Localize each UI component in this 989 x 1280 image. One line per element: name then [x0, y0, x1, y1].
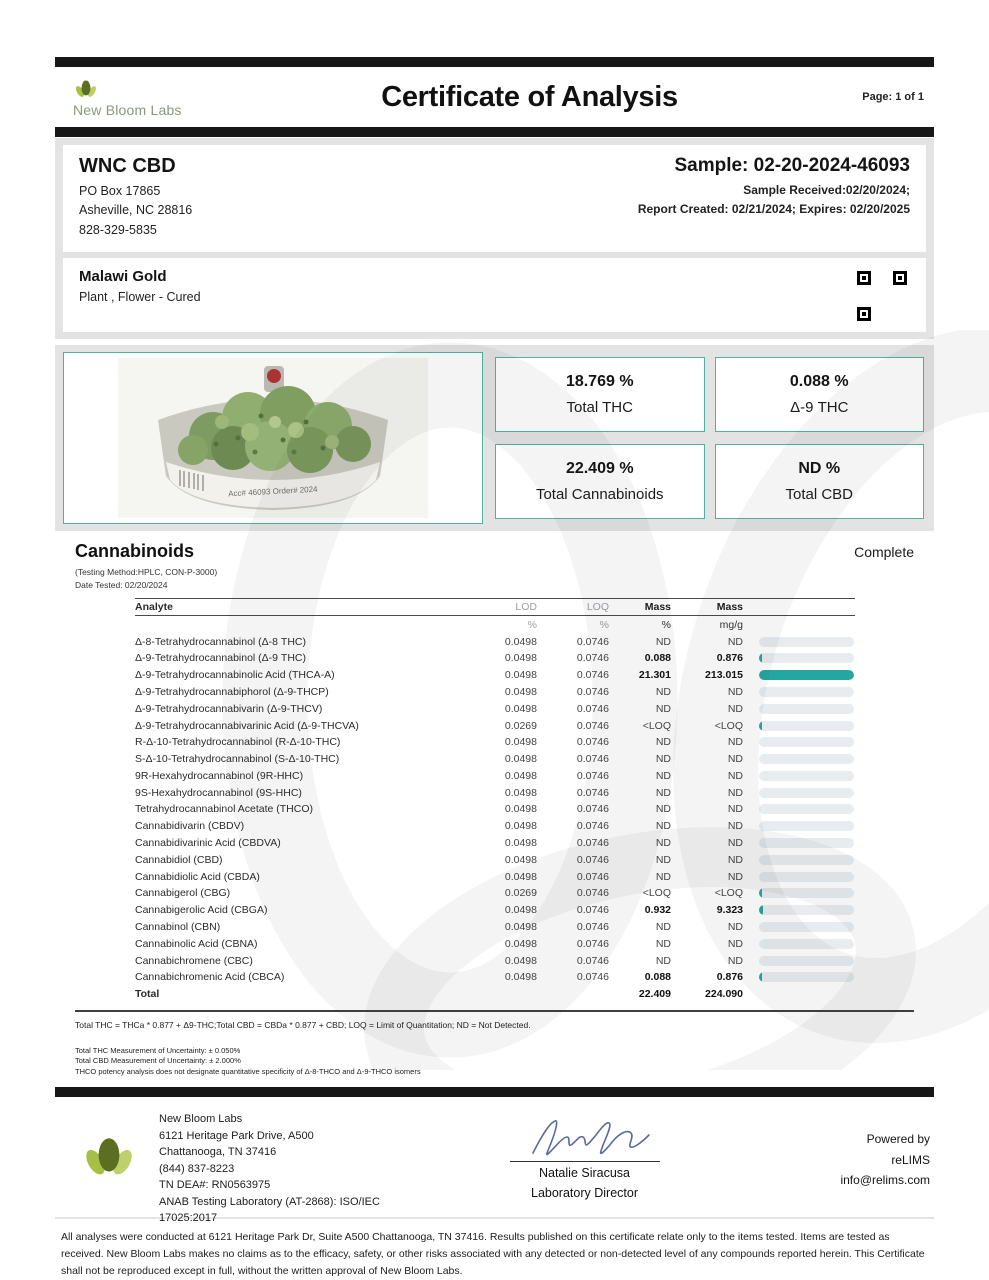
analyte-row [135, 851, 855, 868]
analyte-mass-mgg: ND [727, 853, 743, 866]
analyte-row [135, 969, 855, 986]
analyte-row [135, 885, 855, 902]
total-cannabinoids-box [495, 444, 705, 519]
section-status: Complete [854, 544, 914, 561]
analyte-loq: 0.0746 [576, 971, 609, 984]
brand-name: New Bloom Labs [73, 101, 182, 118]
analyte-bar-cell [743, 771, 855, 781]
analyte-mass-mgg: <LOQ [714, 887, 743, 900]
customer-address1: PO Box 17865 [79, 184, 161, 198]
analyte-loq: 0.0746 [576, 887, 609, 900]
page-title: Certificate of Analysis [381, 80, 678, 113]
disclaimer-text: All analyses were conducted at 6121 Heritage Park Dr, Suite A500 Chattanooga, TN 37416. Results published on this certificate relate only to the items tested. Items are tested as received. New Bloom Labs makes no claims as to the efficacy, safety, or other risks associated with any detected or non-detected level of any compounds reported herein. This Certificate shall not be reproduced except in full, without the written approval of New Bloom Labs. [61, 1231, 925, 1277]
analyte-name: S-Δ-10-Tetrahydrocannabinol (S-Δ-10-THC) [135, 753, 340, 766]
analyte-bar-track [759, 956, 854, 966]
analyte-mass-pct: ND [655, 820, 671, 833]
analyte-bar-cell [743, 637, 855, 647]
analyte-name: Cannabigerol (CBG) [135, 887, 231, 900]
analyte-mass-pct: ND [655, 769, 671, 782]
analyte-bar-cell [743, 972, 855, 982]
analyte-row [135, 868, 855, 885]
analyte-loq: 0.0746 [576, 803, 609, 816]
analyte-loq: 0.0746 [576, 837, 609, 850]
analyte-name: R-Δ-10-Tetrahydrocannabinol (R-Δ-10-THC) [135, 736, 341, 749]
analyte-bar-track [759, 855, 854, 865]
signer-title: Laboratory Director [531, 1186, 638, 1201]
analyte-lod: 0.0498 [504, 820, 537, 833]
analyte-lod: 0.0498 [504, 870, 537, 883]
unit-mass-pct: % [661, 618, 671, 631]
analyte-row [135, 935, 855, 952]
results-panel [55, 345, 934, 531]
d9-thc-value: 0.088 % [789, 373, 849, 391]
analyte-bar-cell [743, 888, 855, 898]
lab-phone: (844) 837-8223 [159, 1162, 235, 1175]
analyte-bar-track [759, 804, 854, 814]
analyte-bar-track [759, 754, 854, 764]
analyte-mass-mgg: ND [727, 937, 743, 950]
signature-block [409, 1111, 760, 1200]
analyte-name: Cannabichromenic Acid (CBCA) [135, 971, 285, 984]
analyte-bar-cell [743, 922, 855, 932]
analyte-mass-pct: ND [655, 635, 671, 648]
analyte-lod: 0.0498 [504, 954, 537, 967]
analyte-name: Cannabinol (CBN) [135, 921, 221, 934]
analyte-loq: 0.0746 [576, 635, 609, 648]
info-panel [55, 138, 934, 339]
analyte-lod: 0.0498 [504, 921, 537, 934]
analyte-bar-track [759, 838, 854, 848]
analyte-row [135, 902, 855, 919]
analyte-bar-fill [759, 721, 762, 731]
analyte-mass-pct: <LOQ [642, 719, 671, 732]
analyte-loq: 0.0746 [576, 786, 609, 799]
total-cannabinoids-label: Total Cannabinoids [535, 486, 664, 504]
analyte-row [135, 751, 855, 768]
d9-thc-box [715, 357, 925, 432]
signature-line [510, 1161, 660, 1162]
analyte-name: Δ-9-Tetrahydrocannabinol (Δ-9 THC) [135, 652, 307, 665]
analyte-mass-pct: 0.932 [644, 904, 671, 917]
analyte-row [135, 919, 855, 936]
analyte-bar-fill [759, 670, 854, 680]
bloom-logo-footer-icon [82, 1133, 136, 1181]
analyte-loq: 0.0746 [576, 937, 609, 950]
analyte-lod: 0.0498 [504, 937, 537, 950]
total-mass-mgg: 224.090 [705, 988, 743, 1001]
sample-id: Sample: 02-20-2024-46093 [674, 155, 910, 176]
analyte-name: 9R-Hexahydrocannabinol (9R-HHC) [135, 769, 304, 782]
col-lod: LOD [515, 601, 537, 614]
analyte-mass-pct: ND [655, 853, 671, 866]
analyte-bar-cell [743, 754, 855, 764]
analyte-bar-track [759, 721, 854, 731]
analyte-mass-mgg: ND [727, 837, 743, 850]
analyte-mass-pct: ND [655, 685, 671, 698]
footnote-thc-uncertainty: Total THC Measurement of Uncertainty: ± 0.050% [75, 1045, 241, 1055]
analyte-name: Cannabidivarinic Acid (CBDVA) [135, 837, 281, 850]
footer-rule [55, 1087, 934, 1097]
analyte-loq: 0.0746 [576, 853, 609, 866]
analyte-loq: 0.0746 [576, 870, 609, 883]
analyte-mass-mgg: ND [727, 702, 743, 715]
analyte-loq: 0.0746 [576, 652, 609, 665]
total-thc-label: Total THC [566, 399, 633, 417]
analyte-row [135, 768, 855, 785]
analyte-name: Cannabidiol (CBD) [135, 853, 223, 866]
analyte-bar-fill [759, 653, 762, 663]
page-number: Page: 1 of 1 [862, 91, 924, 103]
customer-name: WNC CBD [79, 155, 176, 177]
testing-method: (Testing Method:HPLC, CON-P-3000) [75, 567, 218, 578]
analyte-bar-cell [743, 939, 855, 949]
analyte-lod: 0.0498 [504, 652, 537, 665]
header-rule [55, 127, 934, 137]
analyte-mass-pct: ND [655, 702, 671, 715]
powered-by-label: Powered by [866, 1132, 930, 1147]
analyte-bar-track [759, 905, 854, 915]
analyte-mass-pct: ND [655, 937, 671, 950]
analyte-mass-pct: 0.088 [644, 971, 671, 984]
total-label: Total [135, 988, 160, 1001]
analyte-bar-cell [743, 721, 855, 731]
analyte-row [135, 717, 855, 734]
product-box [63, 258, 926, 332]
total-cbd-label: Total CBD [785, 486, 854, 504]
analyte-bar-track [759, 922, 854, 932]
analyte-mass-pct: ND [655, 753, 671, 766]
analyte-bar-track [759, 939, 854, 949]
analyte-row [135, 835, 855, 852]
section-rule [75, 1010, 914, 1012]
analyte-lod: 0.0498 [504, 753, 537, 766]
analyte-lod: 0.0498 [504, 769, 537, 782]
analyte-name: 9S-Hexahydrocannabinol (9S-HHC) [135, 786, 302, 799]
analyte-mass-pct: 21.301 [638, 669, 671, 682]
analyte-bar-cell [743, 653, 855, 663]
analyte-mass-pct: ND [655, 837, 671, 850]
footer [55, 1097, 934, 1225]
cannabinoids-table [135, 598, 855, 1003]
analyte-bar-track [759, 637, 854, 647]
bloom-logo-icon [73, 77, 99, 101]
report-dates: Report Created: 02/21/2024; Expires: 02/20/2025 [637, 202, 910, 217]
sample-block [638, 155, 910, 240]
analyte-bar-cell [743, 956, 855, 966]
analyte-lod: 0.0498 [504, 786, 537, 799]
lab-address-block [159, 1111, 409, 1227]
footnote-thco: THCO potency analysis does not designate quantitative specificity of Δ-8-THCO and Δ-9-THCO isomers [75, 1066, 421, 1076]
total-mass-pct: 22.409 [638, 988, 671, 1001]
customer-sample-box [63, 145, 926, 252]
analyte-row [135, 700, 855, 717]
analyte-bar-cell [743, 855, 855, 865]
analyte-loq: 0.0746 [576, 702, 609, 715]
unit-mass-mgg: mg/g [719, 618, 743, 631]
lab-address2: Chattanooga, TN 37416 [159, 1146, 277, 1159]
analyte-bar-cell [743, 872, 855, 882]
analyte-mass-mgg: ND [727, 954, 743, 967]
analyte-bar-cell [743, 788, 855, 798]
analyte-lod: 0.0498 [504, 853, 537, 866]
table-total-row [135, 986, 855, 1003]
analyte-mass-mgg: ND [727, 803, 743, 816]
col-mass-pct: Mass [644, 601, 671, 614]
analyte-mass-pct: ND [655, 921, 671, 934]
analyte-name: Cannabidiolic Acid (CBDA) [135, 870, 260, 883]
analyte-lod: 0.0269 [504, 887, 537, 900]
analyte-mass-mgg: ND [727, 820, 743, 833]
analyte-lod: 0.0498 [504, 669, 537, 682]
analyte-name: Δ-9-Tetrahydrocannabivarinic Acid (Δ-9-THCVA) [135, 719, 359, 732]
analyte-name: Δ-9-Tetrahydrocannabivarin (Δ-9-THCV) [135, 702, 323, 715]
sample-photo-box [63, 352, 483, 524]
analyte-bar-track [759, 888, 854, 898]
analyte-loq: 0.0746 [576, 685, 609, 698]
footnote-formula: Total THC = THCa * 0.877 + Δ9-THC;Total CBD = CBDa * 0.877 + CBD; LOQ = Limit of Quantitation; ND = Not Detected. [75, 1019, 531, 1030]
analyte-lod: 0.0498 [504, 685, 537, 698]
analyte-bar-cell [743, 838, 855, 848]
analyte-bar-cell [743, 704, 855, 714]
analyte-bar-fill [759, 888, 762, 898]
analyte-mass-mgg: ND [727, 736, 743, 749]
analyte-bar-track [759, 788, 854, 798]
analyte-name: Tetrahydrocannabinol Acetate (THCO) [135, 803, 314, 816]
cannabinoids-section [55, 531, 934, 1077]
lab-dea: TN DEA#: RN0563975 [159, 1179, 271, 1192]
analyte-bar-cell [743, 804, 855, 814]
analyte-bar-track [759, 821, 854, 831]
analyte-name: Δ-9-Tetrahydrocannabiphorol (Δ-9-THCP) [135, 685, 329, 698]
analyte-row [135, 650, 855, 667]
total-cannabinoids-value: 22.409 % [565, 460, 634, 478]
analyte-name: Cannabichromene (CBC) [135, 954, 253, 967]
analyte-lod: 0.0498 [504, 736, 537, 749]
brand-block [65, 77, 255, 118]
col-loq: LOQ [586, 601, 609, 614]
customer-phone: 828-329-5835 [79, 222, 157, 237]
analyte-name: Δ-8-Tetrahydrocannabinol (Δ-8 THC) [135, 635, 307, 648]
analyte-lod: 0.0498 [504, 702, 537, 715]
analyte-mass-pct: ND [655, 954, 671, 967]
header [55, 67, 934, 127]
analyte-loq: 0.0746 [576, 719, 609, 732]
analyte-mass-mgg: ND [727, 635, 743, 648]
analyte-lod: 0.0498 [504, 635, 537, 648]
analyte-loq: 0.0746 [576, 669, 609, 682]
sample-received: Sample Received:02/20/2024; [743, 183, 910, 197]
section-title: Cannabinoids [75, 541, 195, 562]
analyte-mass-mgg: ND [727, 769, 743, 782]
photo-accession-label: Acc# 46093 Order# 2024 [227, 484, 318, 499]
powered-by-email: info@relims.com [840, 1172, 930, 1187]
analyte-bar-track [759, 653, 854, 663]
product-name: Malawi Gold [79, 268, 167, 286]
analyte-bar-cell [743, 821, 855, 831]
analyte-bar-track [759, 771, 854, 781]
analyte-mass-pct: ND [655, 870, 671, 883]
analyte-name: Cannabinolic Acid (CBNA) [135, 937, 258, 950]
table-header-row [135, 598, 855, 616]
total-cbd-box [715, 444, 925, 519]
analyte-bar-cell [743, 687, 855, 697]
analyte-lod: 0.0498 [504, 904, 537, 917]
analyte-mass-mgg: <LOQ [714, 719, 743, 732]
analyte-bar-fill [759, 972, 762, 982]
powered-by-brand: reLIMS [891, 1152, 930, 1167]
qr-code [854, 268, 910, 324]
total-thc-value: 18.769 % [565, 373, 634, 391]
total-thc-box [495, 357, 705, 432]
top-rule [55, 57, 934, 67]
analyte-mass-pct: ND [655, 803, 671, 816]
powered-by-block [760, 1111, 930, 1190]
analyte-mass-mgg: ND [727, 921, 743, 934]
analyte-mass-mgg: ND [727, 753, 743, 766]
cannabinoid-rows [135, 633, 855, 986]
analyte-lod: 0.0498 [504, 971, 537, 984]
analyte-name: Cannabidivarin (CBDV) [135, 820, 245, 833]
analyte-lod: 0.0269 [504, 719, 537, 732]
analyte-mass-mgg: ND [727, 685, 743, 698]
footnote-cbd-uncertainty: Total CBD Measurement of Uncertainty: ± 2.000% [75, 1056, 241, 1066]
d9-thc-label: Δ-9 THC [790, 399, 849, 417]
analyte-bar-track [759, 872, 854, 882]
product-type: Plant , Flower - Cured [79, 290, 201, 305]
analyte-bar-cell [743, 670, 855, 680]
analyte-row [135, 818, 855, 835]
analyte-bar-track [759, 687, 854, 697]
customer-block [79, 155, 192, 240]
analyte-mass-mgg: 9.323 [716, 904, 743, 917]
summary-grid [493, 352, 926, 524]
unit-loq: % [599, 618, 609, 631]
analyte-lod: 0.0498 [504, 803, 537, 816]
analyte-loq: 0.0746 [576, 954, 609, 967]
analyte-loq: 0.0746 [576, 820, 609, 833]
analyte-row [135, 633, 855, 650]
col-analyte: Analyte [135, 601, 173, 614]
signature-image [505, 1113, 665, 1165]
analyte-lod: 0.0498 [504, 837, 537, 850]
analyte-loq: 0.0746 [576, 736, 609, 749]
lab-accreditation: ANAB Testing Laboratory (AT-2868): ISO/IEC 17025:2017 [159, 1195, 380, 1225]
analyte-loq: 0.0746 [576, 921, 609, 934]
col-mass-mgg: Mass [716, 601, 743, 614]
analyte-loq: 0.0746 [576, 904, 609, 917]
analyte-bar-track [759, 704, 854, 714]
analyte-mass-pct: ND [655, 786, 671, 799]
analyte-mass-pct: <LOQ [642, 887, 671, 900]
analyte-bar-fill [759, 905, 763, 915]
analyte-row [135, 684, 855, 701]
analyte-mass-pct: ND [655, 736, 671, 749]
analyte-mass-mgg: ND [727, 870, 743, 883]
analyte-bar-track [759, 972, 854, 982]
sample-photo [118, 358, 428, 518]
lab-name: New Bloom Labs [159, 1113, 243, 1126]
total-cbd-value: ND % [798, 460, 841, 478]
product-block [79, 268, 201, 304]
analyte-bar-cell [743, 905, 855, 915]
footnote-details [75, 1046, 914, 1078]
analyte-row [135, 667, 855, 684]
analyte-row [135, 801, 855, 818]
analyte-name: Cannabigerolic Acid (CBGA) [135, 904, 268, 917]
signer-name: Natalie Siracusa [538, 1166, 630, 1181]
analyte-mass-mgg: 0.876 [716, 652, 743, 665]
analyte-mass-mgg: 0.876 [716, 971, 743, 984]
lab-address1: 6121 Heritage Park Drive, A500 [159, 1129, 314, 1142]
analyte-mass-mgg: ND [727, 786, 743, 799]
analyte-mass-mgg: 213.015 [705, 669, 743, 682]
analyte-mass-pct: 0.088 [644, 652, 671, 665]
analyte-bar-cell [743, 737, 855, 747]
analyte-bar-track [759, 737, 854, 747]
unit-lod: % [527, 618, 537, 631]
analyte-loq: 0.0746 [576, 769, 609, 782]
analyte-row [135, 784, 855, 801]
analyte-name: Δ-9-Tetrahydrocannabinolic Acid (THCA-A) [135, 669, 335, 682]
customer-address2: Asheville, NC 28816 [79, 203, 193, 218]
analyte-row [135, 952, 855, 969]
analyte-bar-track [759, 670, 854, 680]
analyte-loq: 0.0746 [576, 753, 609, 766]
table-units-row [135, 616, 855, 633]
date-tested: Date Tested: 02/20/2024 [75, 580, 168, 591]
analyte-row [135, 734, 855, 751]
